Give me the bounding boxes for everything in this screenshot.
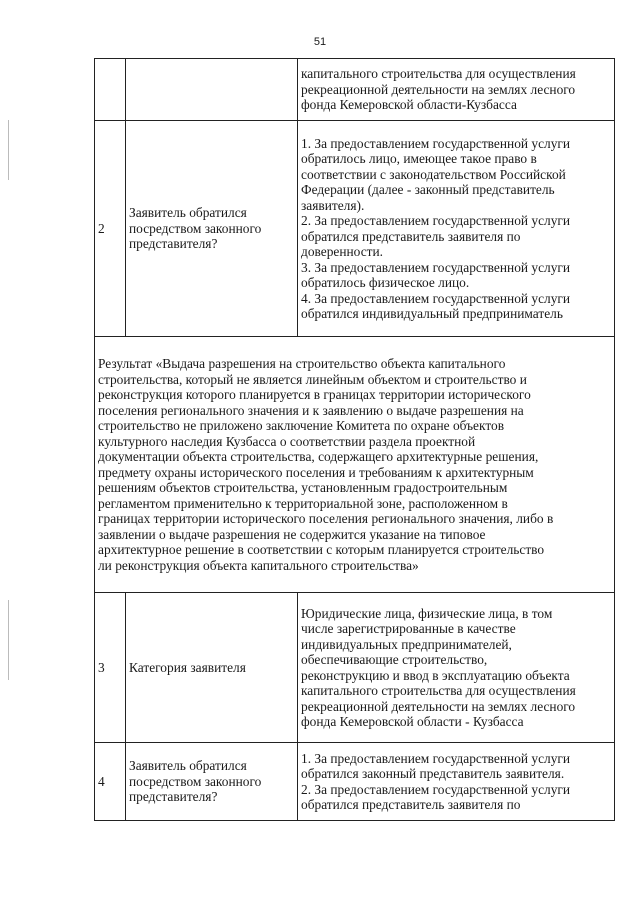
row-question: Категория заявителя bbox=[126, 593, 298, 743]
row-answer: Юридические лица, физические лица, в том числе зарегистрированные в качестве индивидуальных предпринимателей, обеспечивающие строительство, реконструкцию и ввод в эксплуатацию объекта капитального строительства для осуществления рекреационной деятельности на землях лесного фонда Кемеровской области - Кузбасса bbox=[298, 593, 615, 743]
result-paragraph: Результат «Выдача разрешения на строительство объекта капитального строительства, который не является линейным объектом и строительство и реконструкция которого планируется в границах территории исторического поселения регионального значения и к заявлению о выдаче разрешения на строительство не приложено заключение Комитета по охране объектов культурного наследия Кузбасса о соответствии раздела проектной документации объекта строительства, содержащего архитектурные решения, предмету охраны исторического поселения и требованиям к архитектурным решениям объектов строительства, установленным градостроительным регламентом применительно к территориальной зоне, расположенном в границах территории исторического поселения регионального значения, либо в заявлении о выдаче разрешения не содержится указание на типовое архитектурное решение в соответствии с которым планируется строительство ли реконструкция объекта капитального строительства» bbox=[95, 337, 615, 593]
row-answer: 1. За предоставлением государственной услуги обратилось лицо, имеющее такое право в соответствии с законодательством Российской Федерации (далее - законный представитель заявителя). 2. За предоставлением государственной услуги обратился представитель заявителя по доверенности. 3. За предоставлением государственной услуги обратилось физическое лицо. 4. За предоставлением государственной услуги обратился индивидуальный предприниматель bbox=[298, 121, 615, 337]
row-answer: 1. За предоставлением государственной услуги обратился законный представитель заявителя. 2. За предоставлением государственной услуги обратился представитель заявителя по bbox=[298, 743, 615, 821]
row-number: 3 bbox=[95, 593, 126, 743]
row-answer bbox=[298, 59, 615, 121]
row-number: 2 bbox=[95, 121, 126, 337]
table-row bbox=[95, 121, 615, 337]
answer-line: фонда Кемеровской области-Кузбасса bbox=[301, 97, 517, 113]
row-number: 4 bbox=[95, 743, 126, 821]
scan-margin-mark bbox=[8, 120, 9, 180]
table-row bbox=[95, 59, 615, 121]
answer-line: капитального строительства для осуществления bbox=[301, 66, 576, 82]
table-row bbox=[95, 743, 615, 821]
scan-margin-mark bbox=[8, 600, 9, 680]
document-table bbox=[94, 58, 615, 821]
row-number bbox=[95, 59, 126, 121]
table-row bbox=[95, 593, 615, 743]
row-question: Заявитель обратился посредством законного представителя? bbox=[126, 743, 298, 821]
answer-line: рекреационной деятельности на землях лесного bbox=[301, 81, 576, 97]
page-number: 51 bbox=[313, 36, 327, 48]
row-question: Заявитель обратился посредством законного представителя? bbox=[126, 121, 298, 337]
row-question bbox=[126, 59, 298, 121]
table-row bbox=[95, 337, 615, 593]
